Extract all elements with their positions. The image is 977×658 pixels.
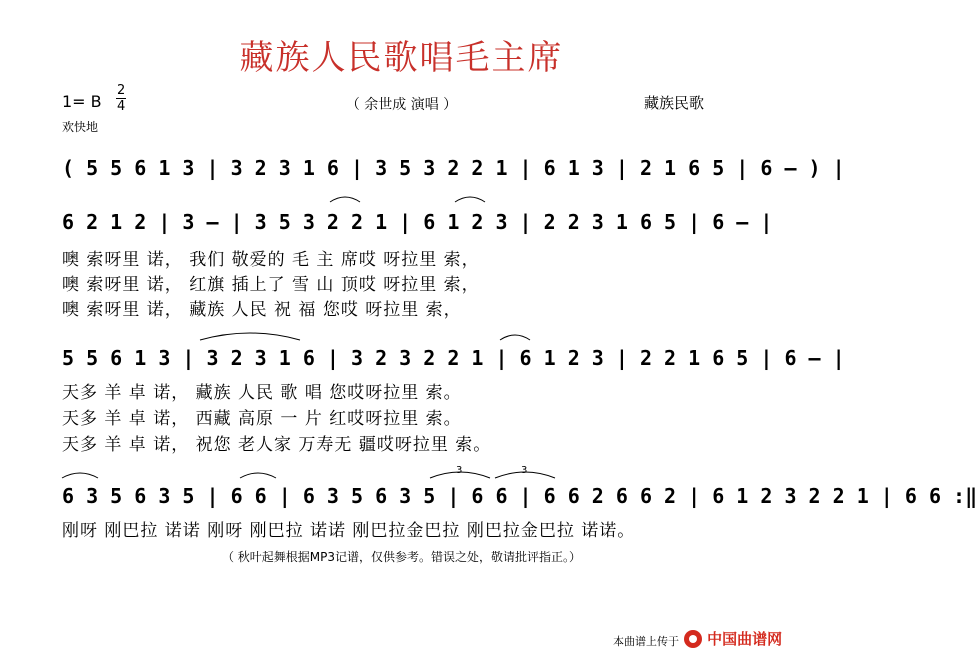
- triplet-mark-2: 3: [521, 465, 528, 476]
- tempo-marking: 欢快地: [62, 120, 99, 134]
- logo-text: 中国曲谱网: [707, 630, 783, 648]
- score-line-2-lyric-2: 噢 索呀里 诺， 红旗 插上了 雪 山 顶哎 呀拉里 索，: [62, 275, 480, 295]
- score-line-3-lyric-3: 天多 羊 卓 诺， 祝您 老人家 万寿无 疆哎呀拉里 索。: [62, 435, 492, 455]
- key-signature: 1= B: [62, 92, 102, 111]
- meter-bottom: 4: [117, 99, 126, 114]
- logo-icon: [684, 630, 702, 648]
- performer-credit: （ 余世成 演唱 ）: [345, 97, 458, 113]
- score-line-2-lyric-3: 噢 索呀里 诺， 藏族 人民 祝 福 您哎 呀拉里 索，: [62, 300, 462, 320]
- score-line-4-notes: 6 3 5 6 3 5 | 6 6 | 6 3 5 6 3 5 | 6 6 | 6 6 2 6 6 2 | 6 1 2 3 2 2 1 | 6 6 :‖: [62, 484, 977, 508]
- upload-credit: 本曲谱上传于: [613, 635, 679, 648]
- page-title: 藏族人民歌唱毛主席: [239, 38, 564, 78]
- footnote: （ 秋叶起舞根据MP3记谱，仅供参考。错误之处，敬请批评指正。）: [221, 550, 582, 564]
- genre-label: 藏族民歌: [644, 94, 705, 112]
- score-line-3-notes: 5 5 6 1 3 | 3 2 3 1 6 | 3 2 3 2 2 1 | 6 1 2 3 | 2 2 1 6 5 | 6 – |: [62, 346, 845, 370]
- meter-top: 2: [117, 83, 126, 98]
- triplet-mark-1: 3: [456, 465, 463, 476]
- score-line-2-notes: 6 2 1 2 | 3 – | 3 5 3 2 2 1 | 6 1 2 3 | 2 2 3 1 6 5 | 6 – |: [62, 210, 773, 234]
- score-line-4-lyric: 刚呀 刚巴拉 诺诺 刚呀 刚巴拉 诺诺 刚巴拉金巴拉 刚巴拉金巴拉 诺诺。: [62, 521, 636, 541]
- score-line-3-lyric-2: 天多 羊 卓 诺， 西藏 高原 一 片 红哎呀拉里 索。: [62, 409, 462, 429]
- score-intro-line: ( 5 5 6 1 3 | 3 2 3 1 6 | 3 5 3 2 2 1 | 6 1 3 | 2 1 6 5 | 6 – ) |: [62, 156, 845, 180]
- score-line-3-lyric-1: 天多 羊 卓 诺， 藏族 人民 歌 唱 您哎呀拉里 索。: [62, 383, 462, 403]
- site-logo[interactable]: [684, 628, 782, 649]
- score-line-2-lyric-1: 噢 索呀里 诺， 我们 敬爱的 毛 主 席哎 呀拉里 索，: [62, 250, 480, 270]
